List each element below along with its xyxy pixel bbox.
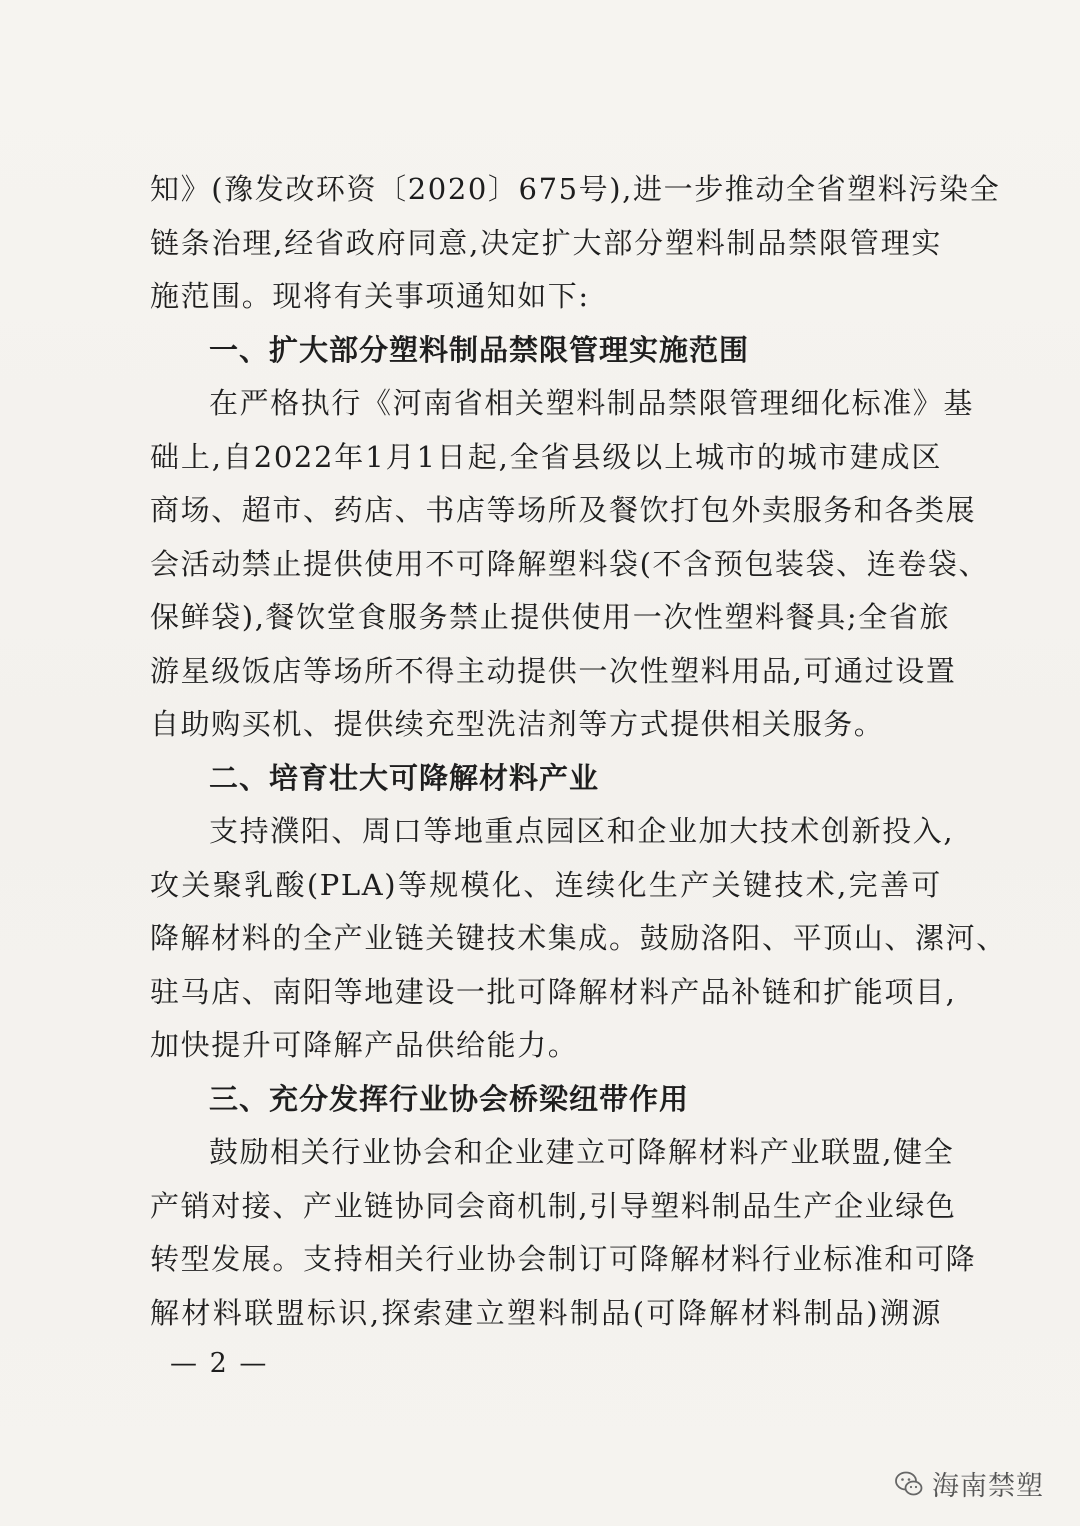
wechat-icon <box>894 1469 924 1499</box>
body-line: 驻马店、南阳等地建设一批可降解材料产品补链和扩能项目, <box>150 974 957 1009</box>
watermark-text: 海南禁塑 <box>932 1471 1044 1502</box>
body-line: 加快提升可降解产品供给能力。 <box>150 1028 579 1062</box>
body-line: 础上,自2022年1月1日起,全省县级以上城市的城市建成区 <box>150 439 942 474</box>
section-heading-3: 三、充分发挥行业协会桥梁纽带作用 <box>209 1081 690 1116</box>
section-heading-1: 一、扩大部分塑料制品禁限管理实施范围 <box>209 332 750 367</box>
body-line: 施范围。现将有关事项通知如下: <box>150 279 590 313</box>
body-line: 自助购买机、提供续充型洗洁剂等方式提供相关服务。 <box>150 707 885 741</box>
page-number: — 2 — <box>170 1348 269 1379</box>
body-line: 降解材料的全产业链关键技术集成。鼓励洛阳、平顶山、漯河、 <box>150 921 1007 955</box>
body-line: 解材料联盟标识,探索建立塑料制品(可降解材料制品)溯源 <box>150 1295 942 1330</box>
section-heading-2: 二、培育壮大可降解材料产业 <box>209 760 600 795</box>
body-line: 转型发展。支持相关行业协会制订可降解材料行业标准和可降 <box>150 1242 977 1276</box>
body-line: 鼓励相关行业协会和企业建立可降解材料产业联盟,健全 <box>209 1135 955 1169</box>
body-line: 产销对接、产业链协同会商机制,引导塑料制品生产企业绿色 <box>150 1188 957 1223</box>
body-line: 在严格执行《河南省相关塑料制品禁限管理细化标准》基 <box>209 386 975 420</box>
body-line: 支持濮阳、周口等地重点园区和企业加大技术创新投入, <box>209 814 955 848</box>
body-line: 保鲜袋),餐饮堂食服务禁止提供使用一次性塑料餐具;全省旅 <box>150 600 951 634</box>
body-line: 会活动禁止提供使用不可降解塑料袋(不含预包装袋、连卷袋、 <box>150 546 990 581</box>
body-line: 链条治理,经省政府同意,决定扩大部分塑料制品禁限管理实 <box>150 225 942 260</box>
body-line: 商场、超市、药店、书店等场所及餐饮打包外卖服务和各类展 <box>150 493 977 527</box>
body-line: 游星级饭店等场所不得主动提供一次性塑料用品,可通过设置 <box>150 653 957 688</box>
watermark <box>894 1464 1044 1503</box>
document-body <box>150 163 1007 1340</box>
body-line: 攻关聚乳酸(PLA)等规模化、连续化生产关键技术,完善可 <box>150 867 942 902</box>
body-line: 知》(豫发改环资〔2020〕675号),进一步推动全省塑料污染全 <box>150 172 1001 206</box>
